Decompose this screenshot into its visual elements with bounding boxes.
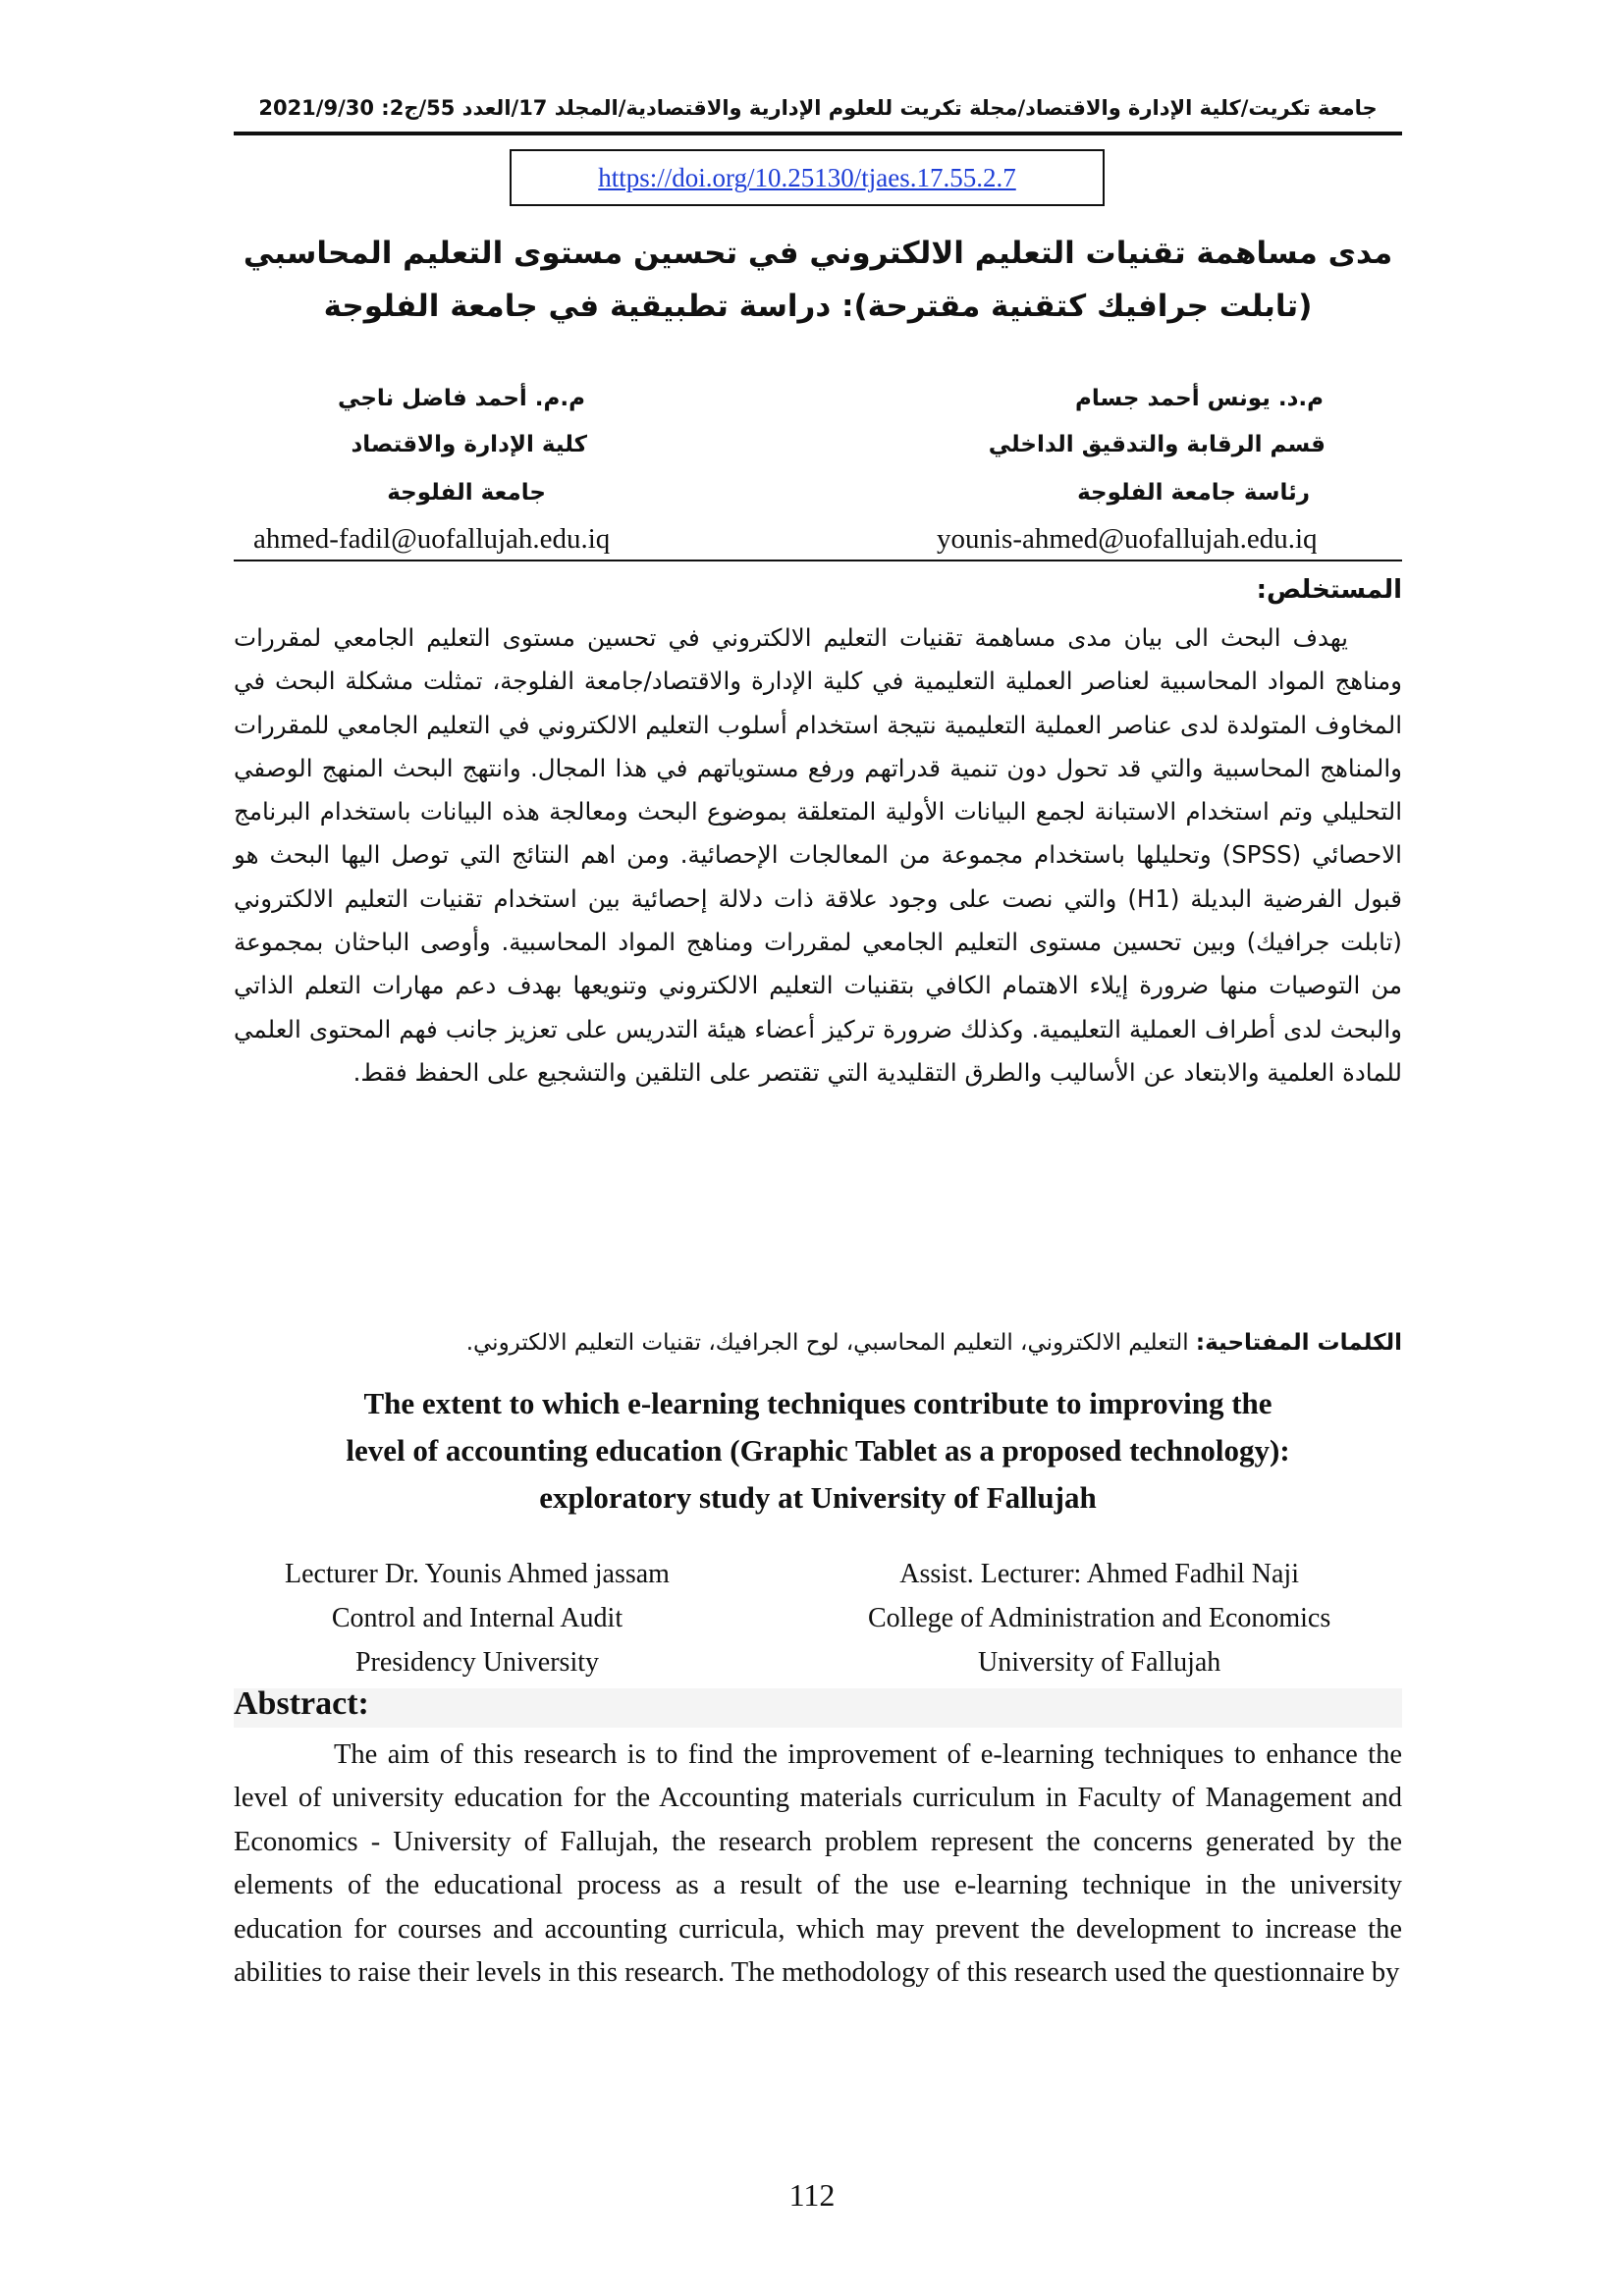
arabic-author2-name: م.م. أحمد فاضل ناجي <box>338 386 585 411</box>
english-title-line3: exploratory study at University of Fallujah <box>539 1480 1097 1515</box>
english-author1-name: Lecturer Dr. Younis Ahmed jassam <box>285 1559 670 1589</box>
english-author1 <box>285 1552 670 1684</box>
arabic-author2-dept: كلية الإدارة والاقتصاد <box>351 432 587 457</box>
arabic-author2-institution: جامعة الفلوجة <box>387 480 546 506</box>
english-author2 <box>868 1552 1330 1684</box>
author1-email[interactable]: younis-ahmed@uofallujah.edu.iq <box>937 523 1318 555</box>
keywords-label: الكلمات المفتاحية: <box>1195 1330 1402 1356</box>
english-abstract <box>234 1734 1402 1995</box>
arabic-abstract-text: يهدف البحث الى بيان مدى مساهمة تقنيات التعليم الالكتروني في تحسين مستوى التعليم الجامعي لمقررات ومناهج المواد المحاسبية لعناصر العملية التعليمية في كلية الإدارة والاقتصاد/جامعة الفلوجة، تمثلت مشكلة البحث في المخاوف المتولدة لدى عناصر العملية التعليمية نتيجة استخدام أسلوب التعليم الالكتروني في التعليم الجامعي للمقررات والمناهج المحاسبية والتي قد تحول دون تنمية قدراتهم ورفع مستوياتهم في هذا المجال. وانتهج البحث المنهج الوصفي التحليلي وتم استخدام الاستبانة لجمع البيانات الأولية المتعلقة بموضوع البحث ومعالجة هذه البيانات باستخدام البرنامج الاحصائي (SPSS) وتحليلها باستخدام مجموعة من المعالجات الإحصائية. ومن اهم النتائج التي توصل اليها البحث هو قبول الفرضية البديلة (H1) والتي نصت على وجود علاقة ذات دلالة إحصائية بين استخدام تقنيات التعليم الالكتروني (تابلت جرافيك) وبين تحسين مستوى التعليم الجامعي لمقررات ومناهج المواد المحاسبية. وأوصى الباحثان بمجموعة من التوصيات منها ضرورة إيلاء الاهتمام الكافي بتقنيات التعليم الالكتروني وتنويعها بهدف دعم مهارات التعلم الذاتي والبحث لدى أطراف العملية التعليمية. وكذلك ضرورة تركيز أعضاء هيئة التدريس على تعزيز جانب فهم المحتوى العلمي للمادة العلمية والابتعاد عن الأساليب والطرق التقليدية التي تقتصر على التلقين والتشجيع على الحفظ فقط. <box>234 623 1402 1087</box>
arabic-abstract-heading: المستخلص: <box>1256 575 1402 605</box>
arabic-author1-institution: رئاسة جامعة الفلوجة <box>1077 480 1310 506</box>
english-author1-institution: Presidency University <box>354 1647 600 1678</box>
arabic-abstract <box>234 616 1402 1095</box>
header-rule <box>234 132 1402 135</box>
english-abstract-heading: Abstract: <box>234 1685 369 1722</box>
abstract-heading-band <box>234 1688 1402 1728</box>
doi-box <box>510 149 1105 206</box>
english-author1-dept: Control and Internal Audit <box>331 1603 623 1633</box>
author2-email[interactable]: ahmed-fadil@uofallujah.edu.iq <box>253 523 611 555</box>
english-title-line1: The extent to which e-learning techniques contribute to improving the <box>363 1386 1272 1420</box>
english-title-line2: level of accounting education (Graphic Tablet as a proposed technology): <box>346 1433 1290 1468</box>
arabic-title-line1: مدى مساهمة تقنيات التعليم الالكتروني في تحسين مستوى التعليم المحاسبي <box>243 236 1393 271</box>
arabic-author1-dept: قسم الرقابة والتدقيق الداخلي <box>988 432 1326 457</box>
english-title <box>234 1380 1402 1522</box>
arabic-author1-name: م.د. يونس أحمد جسام <box>1075 386 1324 411</box>
english-author2-name: Assist. Lecturer: Ahmed Fadhil Naji <box>899 1559 1299 1589</box>
page-number: 112 <box>788 2177 836 2213</box>
arabic-keywords <box>234 1330 1402 1356</box>
authors-rule <box>234 560 1402 561</box>
english-author2-dept: College of Administration and Economics <box>868 1603 1331 1633</box>
english-author2-institution: University of Fallujah <box>977 1647 1221 1678</box>
arabic-title-line2: (تابلت جرافيك كتقنية مقترحة): دراسة تطبيقية في جامعة الفلوجة <box>323 289 1313 324</box>
running-header: جامعة تكريت/كلية الإدارة والاقتصاد/مجلة تكريت للعلوم الإدارية والاقتصادية/المجلد 17/العدد 55/ج2: 2021/9/30 <box>258 96 1378 120</box>
english-abstract-text: The aim of this research is to find the improvement of e-learning techniques to enhance the level of university education for the Accounting materials curriculum in Faculty of Management and Economics - University of Fallujah, the research problem represent the concerns generated by the elements of the educational process as a result of the use e-learning technique in the university education for courses and accounting curricula, which may prevent the development to increase the abilities to raise their levels in this research. The methodology of this research used the questionnaire by <box>234 1739 1402 1989</box>
keywords-text: التعليم الالكتروني، التعليم المحاسبي، لوح الجرافيك، تقنيات التعليم الالكتروني. <box>465 1330 1196 1356</box>
doi-link[interactable]: https://doi.org/10.25130/tjaes.17.55.2.7 <box>598 163 1016 192</box>
